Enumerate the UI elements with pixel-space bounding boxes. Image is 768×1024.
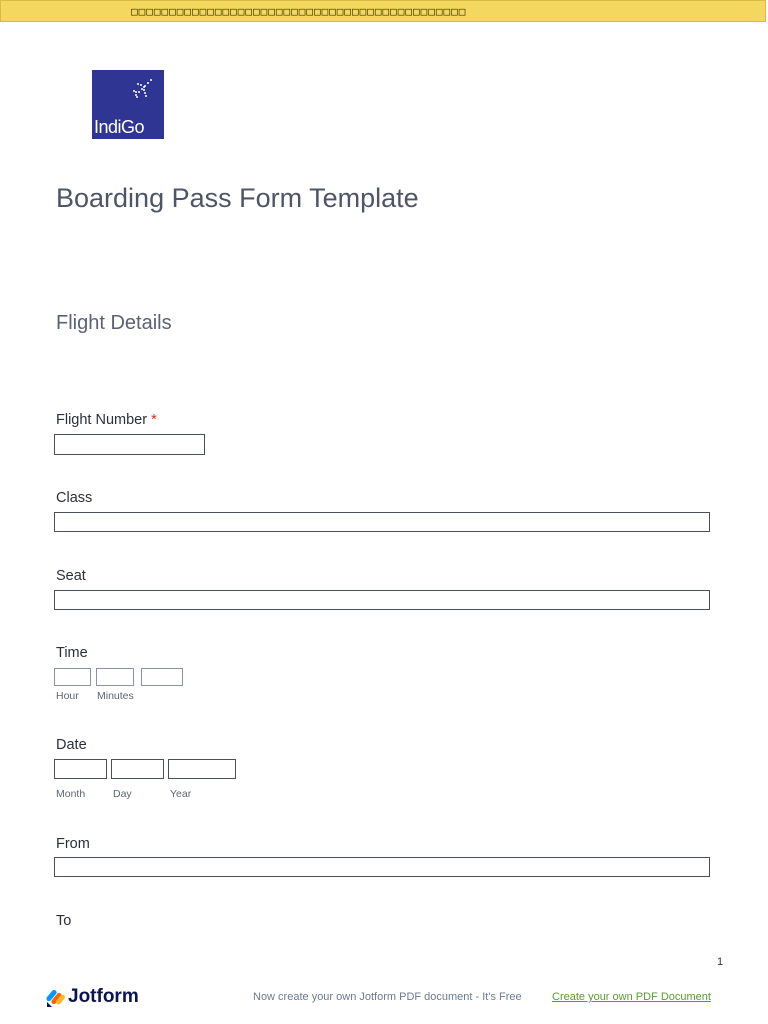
browser-notice-bar: [0, 0, 766, 22]
time-ampm-input[interactable]: [141, 668, 183, 686]
indigo-logo: [92, 70, 164, 139]
create-pdf-link[interactable]: Create your own PDF Document: [552, 991, 711, 1003]
footer-note: Now create your own Jotform PDF document - It's Free: [253, 991, 522, 1003]
jotform-logo-icon: [46, 988, 66, 1008]
date-label: Date: [56, 737, 87, 753]
time-hour-input[interactable]: [54, 668, 91, 686]
date-year-input[interactable]: [168, 759, 236, 779]
required-mark: *: [151, 412, 157, 428]
page-number: 1: [717, 956, 724, 968]
time-minutes-sublabel: Minutes: [97, 690, 134, 702]
flight-number-label: [56, 412, 157, 428]
from-input[interactable]: [54, 857, 710, 877]
seat-input[interactable]: [54, 590, 710, 610]
flight-number-input[interactable]: [54, 434, 205, 455]
date-day-input[interactable]: [111, 759, 164, 779]
flight-number-label-text: Flight Number: [56, 412, 148, 428]
class-label: Class: [56, 490, 93, 506]
jotform-wordmark: Jotform: [68, 986, 139, 1007]
time-minutes-input[interactable]: [96, 668, 134, 686]
logo-wordmark: IndiGo: [94, 117, 145, 137]
notice-text: □□□□□□□□□□□□□□□□□□□□□□□□□□□□□□□□□□□□□□□□□□□□: [131, 5, 467, 18]
from-label: From: [56, 836, 90, 852]
time-label: Time: [56, 645, 88, 661]
date-year-sublabel: Year: [170, 788, 192, 800]
seat-label: Seat: [56, 568, 86, 584]
to-label: To: [56, 913, 72, 929]
page-title: Boarding Pass Form Template: [56, 183, 419, 213]
class-input[interactable]: [54, 512, 710, 532]
plane-icon: [132, 78, 154, 100]
date-month-sublabel: Month: [56, 788, 86, 800]
section-title: Flight Details: [56, 312, 172, 334]
date-month-input[interactable]: [54, 759, 107, 779]
date-day-sublabel: Day: [113, 788, 132, 800]
time-hour-sublabel: Hour: [56, 690, 79, 702]
